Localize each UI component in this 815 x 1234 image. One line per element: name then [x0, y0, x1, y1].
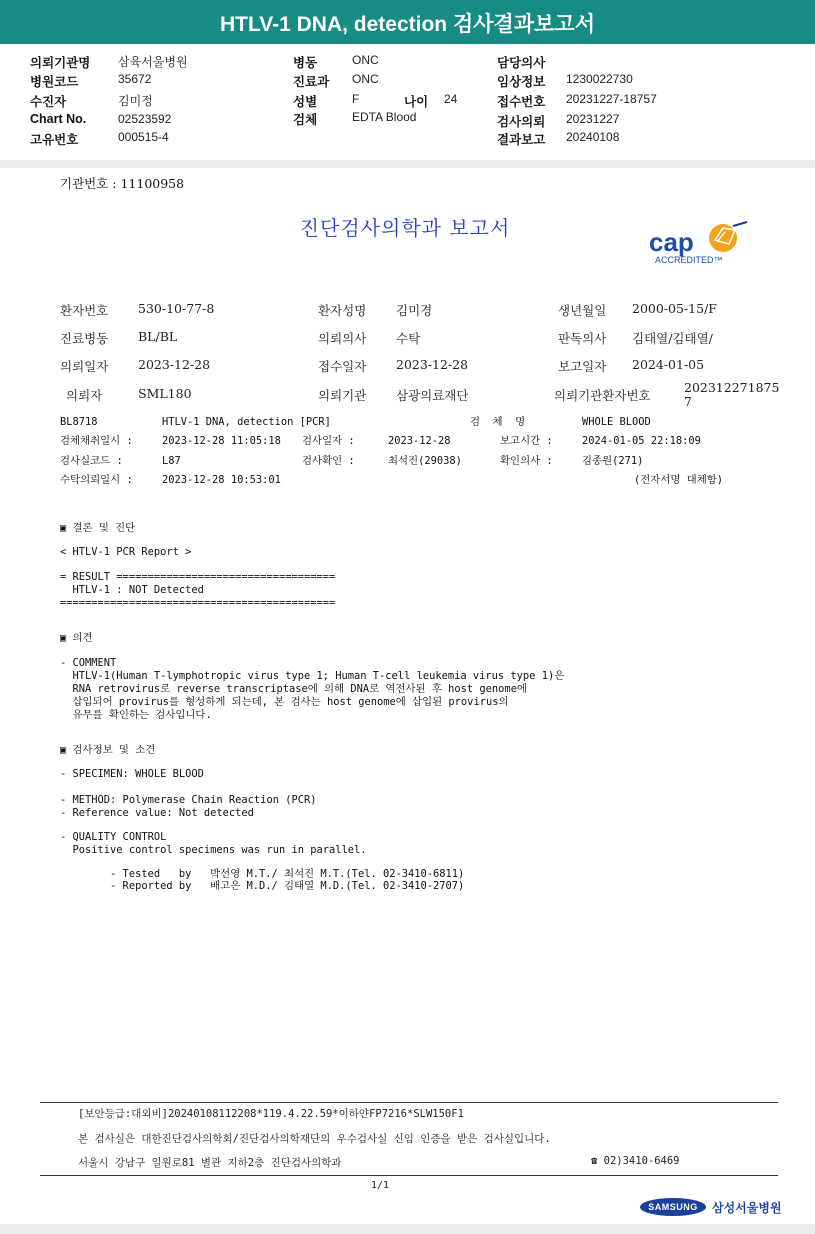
ward2-label: 진료병동: [60, 331, 109, 346]
sex-value: F: [352, 92, 360, 106]
clinical-value: 1230022730: [566, 72, 633, 86]
hosp-code-label: 병원코드: [30, 75, 79, 89]
consign-value: 2023-12-28 10:53:01: [162, 474, 281, 486]
req-doc-label: 의뢰의사: [318, 331, 367, 346]
confirm-label: 검사확인 :: [302, 455, 355, 467]
dept-value: ONC: [352, 72, 379, 86]
lab-address: 서울시 강남구 일원로81 별관 지하2층 진단검사의학과: [78, 1157, 342, 1169]
specimen-line: - SPECIMEN: WHOLE BLOOD: [60, 768, 204, 780]
lab-code-value: L87: [162, 455, 181, 467]
page-bottom-band: [0, 1224, 815, 1234]
hospital-name: 삼성서울병원: [712, 1201, 782, 1215]
age-label: 나이: [404, 95, 429, 109]
unique-value: 000515-4: [118, 130, 169, 144]
ward-label: 병동: [293, 56, 318, 70]
method-line: - METHOD: Polymerase Chain Reaction (PCR): [60, 794, 317, 806]
lab-phone: ☎ 02)3410-6469: [591, 1155, 680, 1167]
rec-date-label: 접수일자: [318, 359, 367, 374]
result-date-value: 20240108: [566, 130, 620, 144]
confirm-value: 최석진(29038): [388, 455, 462, 467]
specimen-label: 검체: [293, 113, 318, 127]
recipient-value: 김미정: [118, 94, 153, 108]
req-org-label: 의뢰기관명: [30, 56, 91, 70]
result-rule: = RESULT ===================================: [60, 571, 336, 583]
reader-value: 김태열/김태열/: [632, 331, 713, 346]
footer-bottom-rule: [40, 1175, 778, 1176]
test-spec-value: WHOLE BLOOD: [582, 416, 651, 428]
clinical-label: 임상정보: [497, 75, 546, 89]
name-value: 김미경: [396, 303, 433, 318]
req-date-value: 2023-12-28: [138, 357, 211, 372]
footer-top-rule: [40, 1102, 778, 1103]
samsung-hospital-logo: [640, 1196, 780, 1220]
test-spec-label: 검 체 명: [470, 416, 526, 428]
security-stamp: [보안등급:대외비]20240108112208*119.4.22.59*이하얀FP7216*SLW150F1: [78, 1108, 464, 1120]
test-name: HTLV-1 DNA, detection [PCR]: [162, 416, 331, 428]
req-doc-value: 수탁: [396, 331, 421, 346]
inst-pid-label: 의뢰기관환자번호: [554, 388, 651, 403]
page-number: 1/1: [371, 1180, 390, 1191]
samsung-logo-badge: SAMSUNG: [640, 1198, 706, 1216]
qc-line-2: Positive control specimens was run in parallel.: [60, 844, 367, 856]
result-value: HTLV-1 : NOT Detected: [60, 584, 204, 596]
req-org-value: 삼육서울병원: [118, 55, 188, 69]
req-inst-value: 삼광의료재단: [396, 388, 469, 403]
tested-by-line: - Tested by 박선영 M.T./ 최석진 M.T.(Tel. 02-3410-6811): [60, 868, 465, 880]
hosp-code-value: 35672: [118, 72, 152, 86]
header-separator: [0, 160, 815, 168]
comment-line-3: RNA retrovirus로 reverse transcriptase에 의해 DNA로 역전사된 후 host genome에: [60, 683, 527, 695]
cap-accredited-logo: [645, 218, 755, 266]
collect-value: 2023-12-28 11:05:18: [162, 435, 281, 447]
chart-value: 02523592: [118, 112, 172, 126]
report-time-value: 2024-01-05 22:18:09: [582, 435, 701, 447]
name-label: 환자성명: [318, 303, 367, 318]
recipient-label: 수진자: [30, 95, 67, 109]
req-date-label: 의뢰일자: [60, 359, 109, 374]
rep-date-value: 2024-01-05: [632, 357, 705, 372]
section-conclusion: ▣ 결론 및 진단: [60, 522, 136, 534]
pid-label: 환자번호: [60, 303, 109, 318]
institution-number: 기관번호 : 11100958: [60, 176, 185, 191]
confirm-doc-label: 확인의사 :: [500, 455, 553, 467]
unique-label: 고유번호: [30, 133, 79, 147]
ward2-value: BL/BL: [138, 329, 178, 344]
comment-line-5: 유무를 확인하는 검사입니다.: [60, 709, 212, 721]
confirm-doc-value: 김종원(271): [582, 455, 644, 467]
inst-pid-value-1: 202312271875: [684, 380, 780, 395]
consign-label: 수탁의뢰일시 :: [60, 474, 133, 486]
dept-label: 진료과: [293, 75, 330, 89]
header-info: [0, 44, 815, 160]
section-opinion: ▣ 의견: [60, 632, 93, 644]
receipt-value: 20231227-18757: [566, 92, 657, 106]
comment-line-4: 삽입되어 provirus를 형성하게 되는데, 본 검사는 host genome에 삽입된 provirus의: [60, 696, 509, 708]
requester-value: SML180: [138, 386, 192, 401]
receipt-label: 접수번호: [497, 95, 546, 109]
reported-by-line: - Reported by 배고은 M.D./ 김태열 M.D.(Tel. 02-3410-2707): [60, 880, 465, 892]
cap-logo-word: cap: [649, 227, 694, 257]
inst-pid-value-2: 7: [684, 394, 692, 409]
esign-note: (전자서명 대체함): [634, 474, 724, 486]
test-date-value: 2023-12-28: [388, 435, 451, 447]
sex-label: 성별: [293, 95, 318, 109]
req-inst-label: 의뢰기관: [318, 388, 367, 403]
request-label: 검사의뢰: [497, 115, 546, 129]
test-date-label: 검사일자 :: [302, 435, 355, 447]
ward-value: ONC: [352, 53, 379, 67]
age-value: 24: [444, 92, 458, 106]
cap-logo-sub: ACCREDITED™: [655, 255, 723, 265]
section-test-info: ▣ 검사정보 및 소견: [60, 744, 156, 756]
certification-note: 본 검사실은 대한진단검사의학회/진단검사의학재단의 우수검사실 신임 인증을 받은 검사실입니다.: [78, 1133, 551, 1145]
test-code: BL8718: [60, 416, 98, 428]
lab-code-label: 검사실코드 :: [60, 455, 123, 467]
pcr-report-heading: < HTLV-1 PCR Report >: [60, 546, 192, 558]
result-date-label: 결과보고: [497, 133, 546, 147]
requester-label: 의뢰자: [66, 388, 103, 403]
cap-logo-icon: [645, 218, 755, 266]
dob-label: 생년월일: [558, 303, 607, 318]
qc-line-1: - QUALITY CONTROL: [60, 831, 167, 843]
rep-date-label: 보고일자: [558, 359, 607, 374]
report-title-bar: HTLV-1 DNA, detection 검사결과보고서: [0, 0, 815, 44]
result-end-rule: ============================================: [60, 597, 336, 609]
report-heading: 진단검사의학과 보고서: [299, 216, 511, 240]
specimen-value: EDTA Blood: [352, 110, 417, 124]
reference-line: - Reference value: Not detected: [60, 807, 254, 819]
pid-value: 530-10-77-8: [138, 301, 215, 316]
comment-line-2: HTLV-1(Human T-lymphotropic virus type 1; Human T-cell leukemia virus type 1)은: [60, 670, 565, 682]
report-time-label: 보고시간 :: [500, 435, 553, 447]
chart-label: Chart No.: [30, 112, 87, 126]
request-value: 20231227: [566, 112, 620, 126]
reader-label: 판독의사: [558, 331, 607, 346]
collect-label: 검체채취일시 :: [60, 435, 133, 447]
comment-line-1: - COMMENT: [60, 657, 117, 669]
dob-value: 2000-05-15/F: [632, 301, 717, 316]
doctor-label: 담당의사: [497, 56, 546, 70]
rec-date-value: 2023-12-28: [396, 357, 469, 372]
